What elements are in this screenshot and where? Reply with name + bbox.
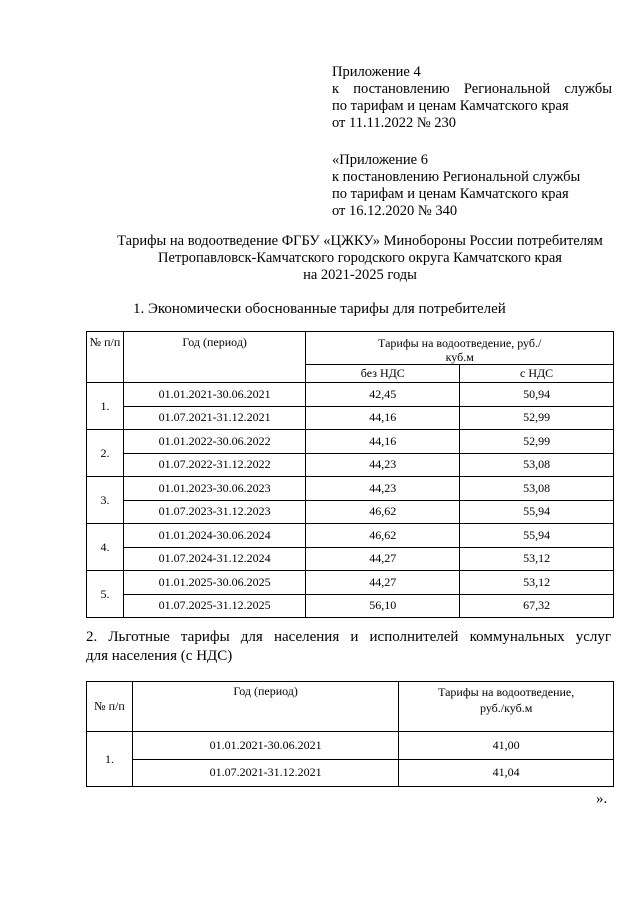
table-row	[87, 547, 614, 571]
row-number: 3.	[87, 477, 124, 524]
header-no-vat: без НДС	[306, 365, 460, 383]
header-tariff-line: руб./куб.м	[480, 701, 533, 715]
period-cell: 01.01.2025-30.06.2025	[123, 571, 306, 595]
row-number: 5.	[87, 571, 124, 618]
period-cell: 01.07.2021-31.12.2021	[132, 759, 398, 787]
with-vat-cell: 53,08	[460, 453, 614, 477]
header-tariff: Тарифы на водоотведение, руб./куб.м	[306, 332, 614, 365]
no-vat-cell: 44,16	[306, 430, 460, 454]
header-tariff	[399, 682, 614, 732]
section2-heading-cont: для населения (с НДС)	[86, 648, 233, 664]
tariff-cell: 41,04	[399, 759, 614, 787]
with-vat-cell: 67,32	[460, 594, 614, 618]
row-number: 1.	[87, 383, 124, 430]
title-line: на 2021-2025 годы	[303, 267, 417, 283]
period-cell: 01.07.2022-31.12.2022	[123, 453, 306, 477]
table-row	[87, 759, 614, 787]
with-vat-cell: 53,12	[460, 571, 614, 595]
table-row	[87, 383, 614, 407]
no-vat-cell: 46,62	[306, 524, 460, 548]
with-vat-cell: 53,12	[460, 547, 614, 571]
table-row	[87, 524, 614, 548]
period-cell: 01.07.2023-31.12.2023	[123, 500, 306, 524]
with-vat-cell: 53,08	[460, 477, 614, 501]
no-vat-cell: 44,23	[306, 453, 460, 477]
table-row	[87, 406, 614, 430]
period-cell: 01.07.2024-31.12.2024	[123, 547, 306, 571]
appendix-line: по тарифам и ценам Камчатского края	[332, 98, 569, 114]
no-vat-cell: 42,45	[306, 383, 460, 407]
section2-heading: 2. Льготные тарифы для населения и исполнителей коммунальных услуг	[86, 629, 611, 645]
title-line: Петропавловск-Камчатского городского округа Камчатского края	[158, 250, 562, 266]
table-row	[87, 430, 614, 454]
no-vat-cell: 44,27	[306, 571, 460, 595]
header-with-vat: с НДС	[460, 365, 614, 383]
appendix-date: от 11.11.2022 № 230	[332, 115, 457, 131]
table-row	[87, 500, 614, 524]
appendix-ref-line: к постановлению Региональной службы	[332, 169, 581, 185]
document-title	[60, 233, 640, 284]
tariff-cell: 41,00	[399, 732, 614, 760]
no-vat-cell: 46,62	[306, 500, 460, 524]
with-vat-cell: 52,99	[460, 430, 614, 454]
closing-quote: ».	[596, 791, 608, 807]
no-vat-cell: 44,27	[306, 547, 460, 571]
with-vat-cell: 55,94	[460, 500, 614, 524]
tariff-table-preferential	[86, 681, 614, 787]
with-vat-cell: 52,99	[460, 406, 614, 430]
appendix-number: Приложение 4	[332, 64, 421, 80]
table-row	[87, 732, 614, 760]
period-cell: 01.07.2025-31.12.2025	[123, 594, 306, 618]
table-row	[87, 571, 614, 595]
appendix-ref-date: от 16.12.2020 № 340	[332, 203, 458, 219]
period-cell: 01.01.2021-30.06.2021	[132, 732, 398, 760]
with-vat-cell: 55,94	[460, 524, 614, 548]
row-number: 4.	[87, 524, 124, 571]
header-num: № п/п	[87, 682, 133, 732]
appendix-ref-number: «Приложение 6	[332, 152, 428, 168]
title-line: Тарифы на водоотведение ФГБУ «ЦЖКУ» Минобороны России потребителям	[117, 233, 603, 249]
tariff-table-economic	[86, 331, 614, 618]
header-num: № п/п	[87, 332, 124, 383]
appendix-header	[332, 64, 612, 132]
period-cell: 01.01.2023-30.06.2023	[123, 477, 306, 501]
table-row	[87, 477, 614, 501]
period-cell: 01.01.2022-30.06.2022	[123, 430, 306, 454]
table-row	[87, 453, 614, 477]
header-period: Год (период)	[123, 332, 306, 383]
table-row	[87, 594, 614, 618]
row-number: 2.	[87, 430, 124, 477]
section1-heading: 1. Экономически обоснованные тарифы для потребителей	[133, 301, 506, 317]
appendix-reference	[332, 152, 612, 220]
appendix-ref-line: по тарифам и ценам Камчатского края	[332, 186, 569, 202]
header-tariff-line: Тарифы на водоотведение,	[438, 685, 575, 699]
no-vat-cell: 44,23	[306, 477, 460, 501]
no-vat-cell: 44,16	[306, 406, 460, 430]
period-cell: 01.07.2021-31.12.2021	[123, 406, 306, 430]
appendix-line: к постановлению Региональной службы	[332, 81, 612, 97]
no-vat-cell: 56,10	[306, 594, 460, 618]
with-vat-cell: 50,94	[460, 383, 614, 407]
row-number: 1.	[87, 732, 133, 787]
header-period: Год (период)	[132, 682, 398, 732]
period-cell: 01.01.2024-30.06.2024	[123, 524, 306, 548]
period-cell: 01.01.2021-30.06.2021	[123, 383, 306, 407]
